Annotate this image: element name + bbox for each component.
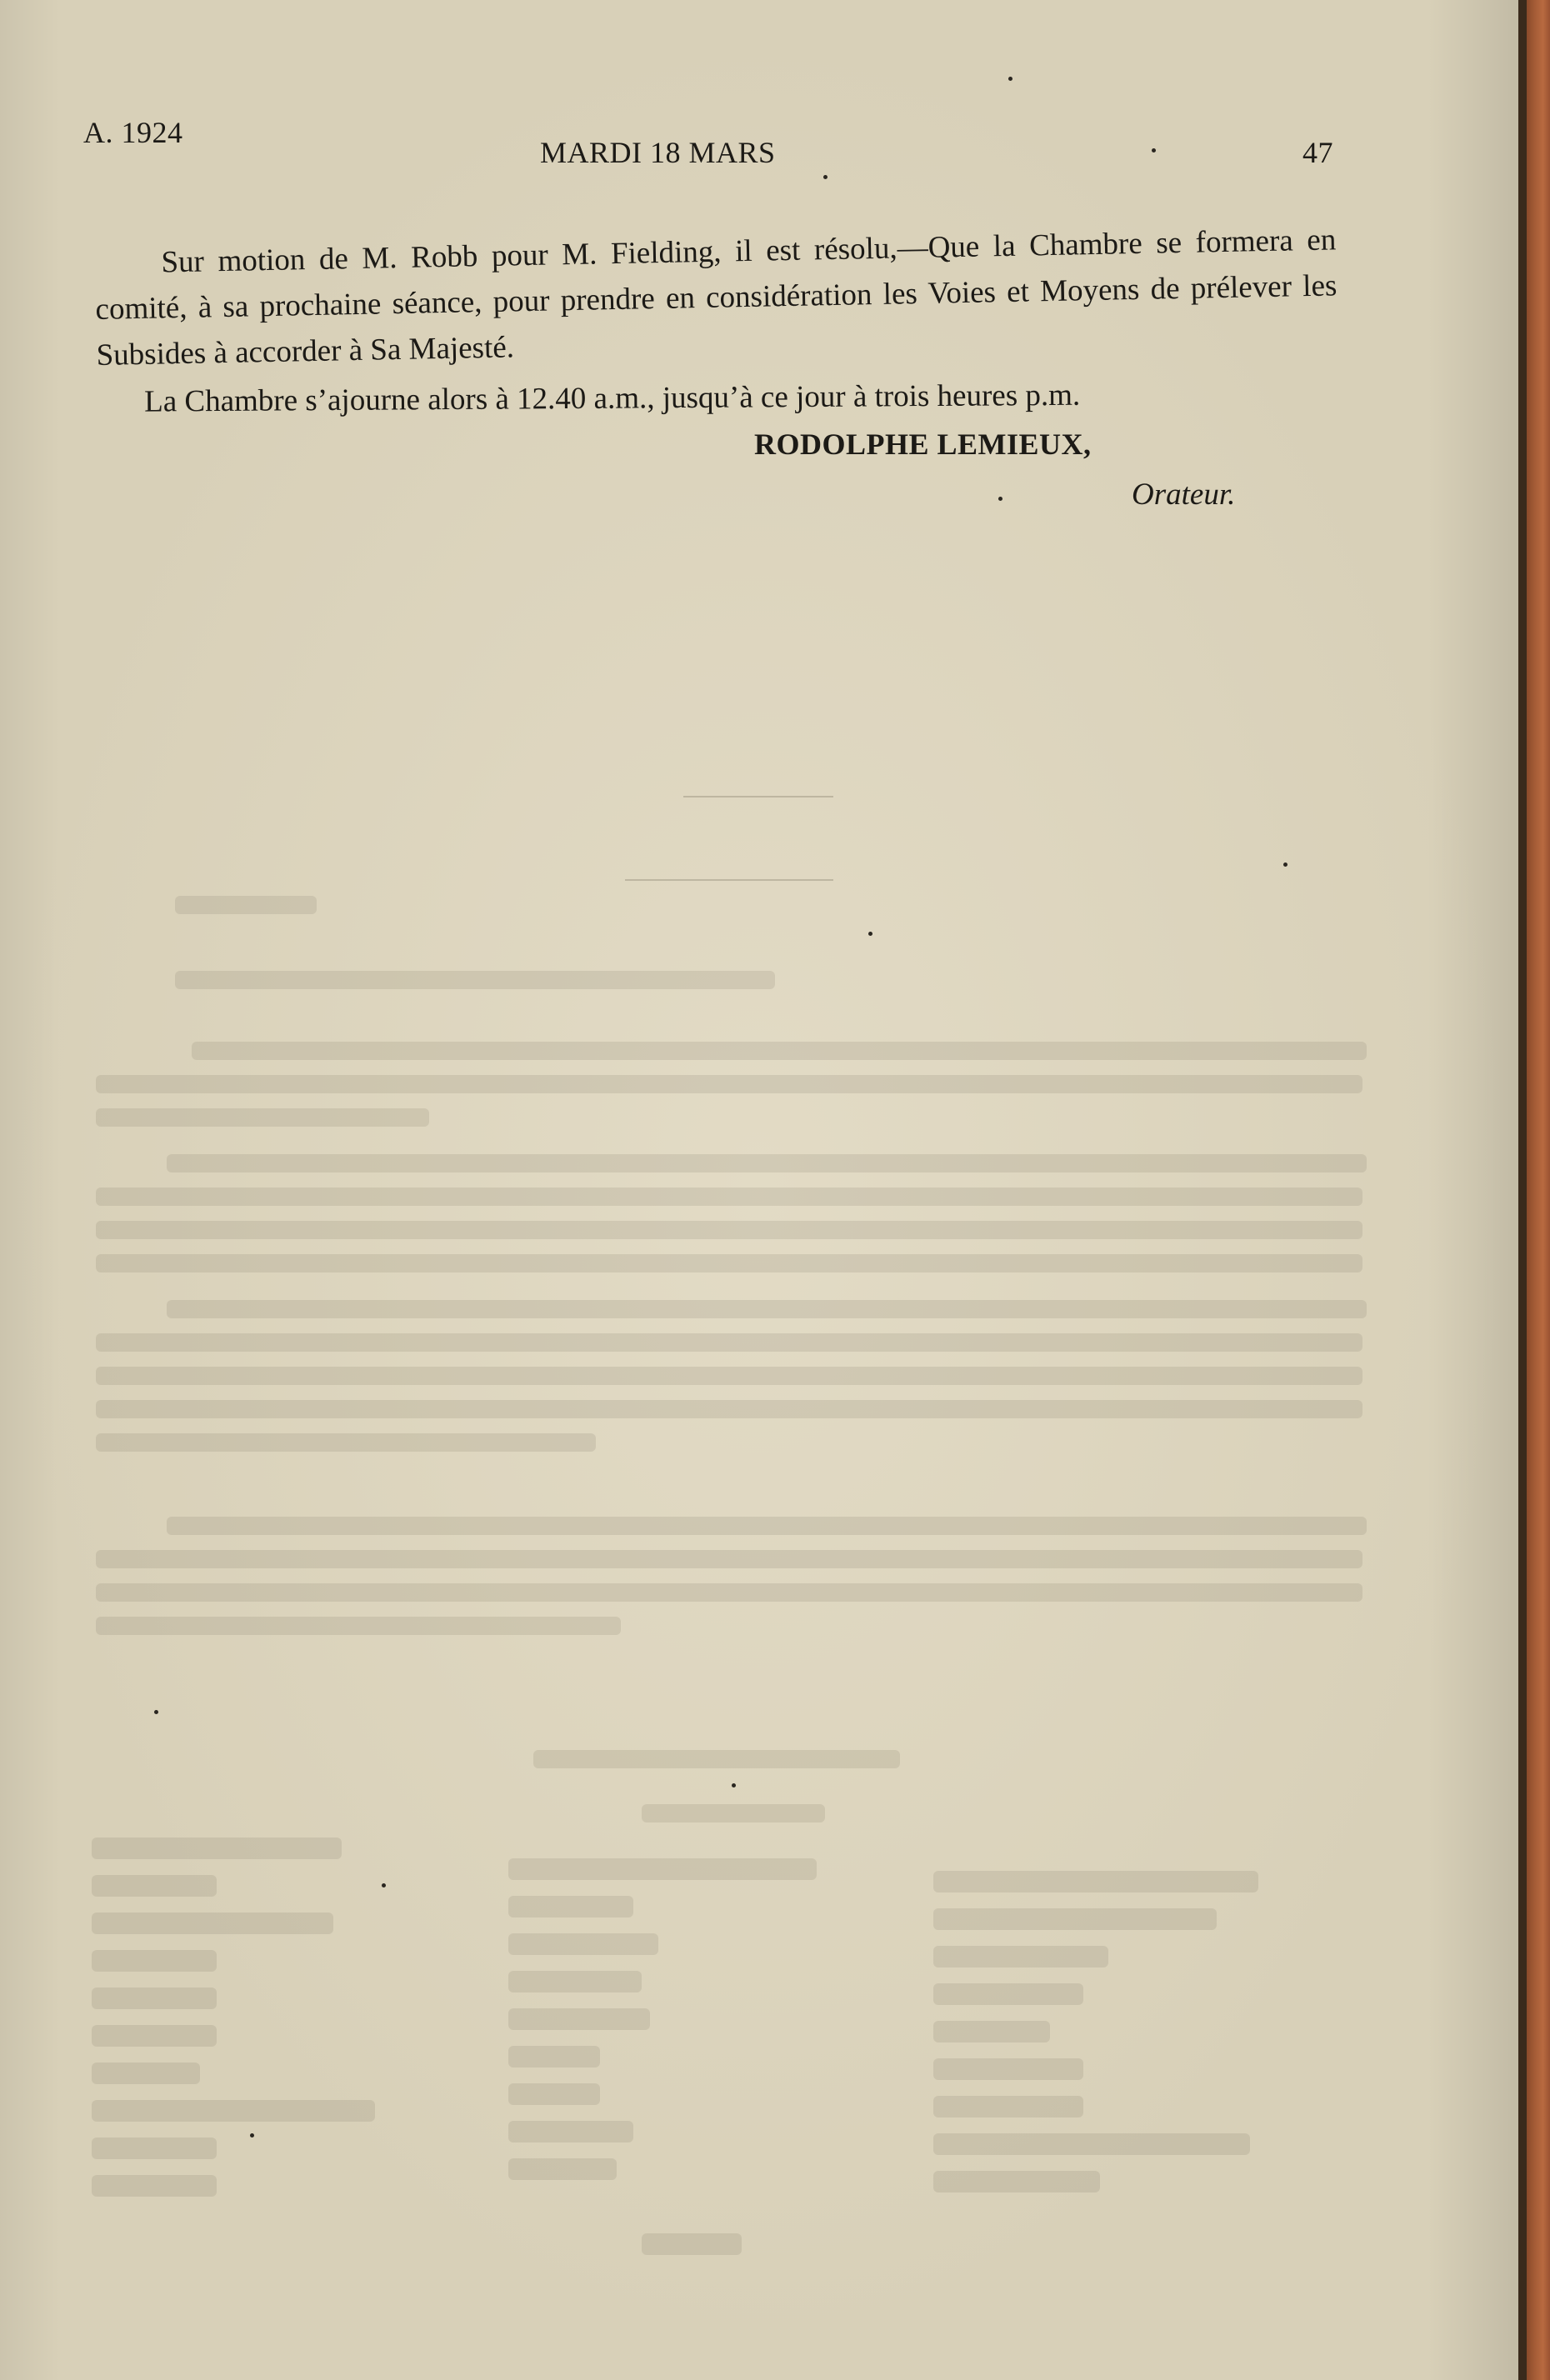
binding-shadow bbox=[1518, 0, 1527, 2380]
bleed-rule bbox=[625, 879, 833, 881]
bleed-rule bbox=[683, 796, 833, 798]
book-binding-edge bbox=[1527, 0, 1550, 2380]
motion-paragraph: Sur motion de M. Robb pour M. Fielding, il est résolu,—Que la Chambre se formera en comité, à sa prochaine séance, pour prendre en considération les Voies et Moyens de prélever les Subsides à accorder à Sa Majesté. bbox=[95, 222, 1338, 372]
speaker-name: RODOLPHE LEMIEUX, bbox=[754, 428, 1092, 461]
header-year: A. 1924 bbox=[83, 116, 183, 149]
header-date: MARDI 18 MARS bbox=[540, 136, 776, 169]
speaker-role: Orateur. bbox=[1132, 478, 1236, 512]
page-number: 47 bbox=[1302, 136, 1333, 169]
adjournment-paragraph: La Chambre s’ajourne alors à 12.40 a.m., jusqu’à ce jour à trois heures p.m. bbox=[144, 378, 1081, 419]
running-header bbox=[83, 115, 1333, 169]
